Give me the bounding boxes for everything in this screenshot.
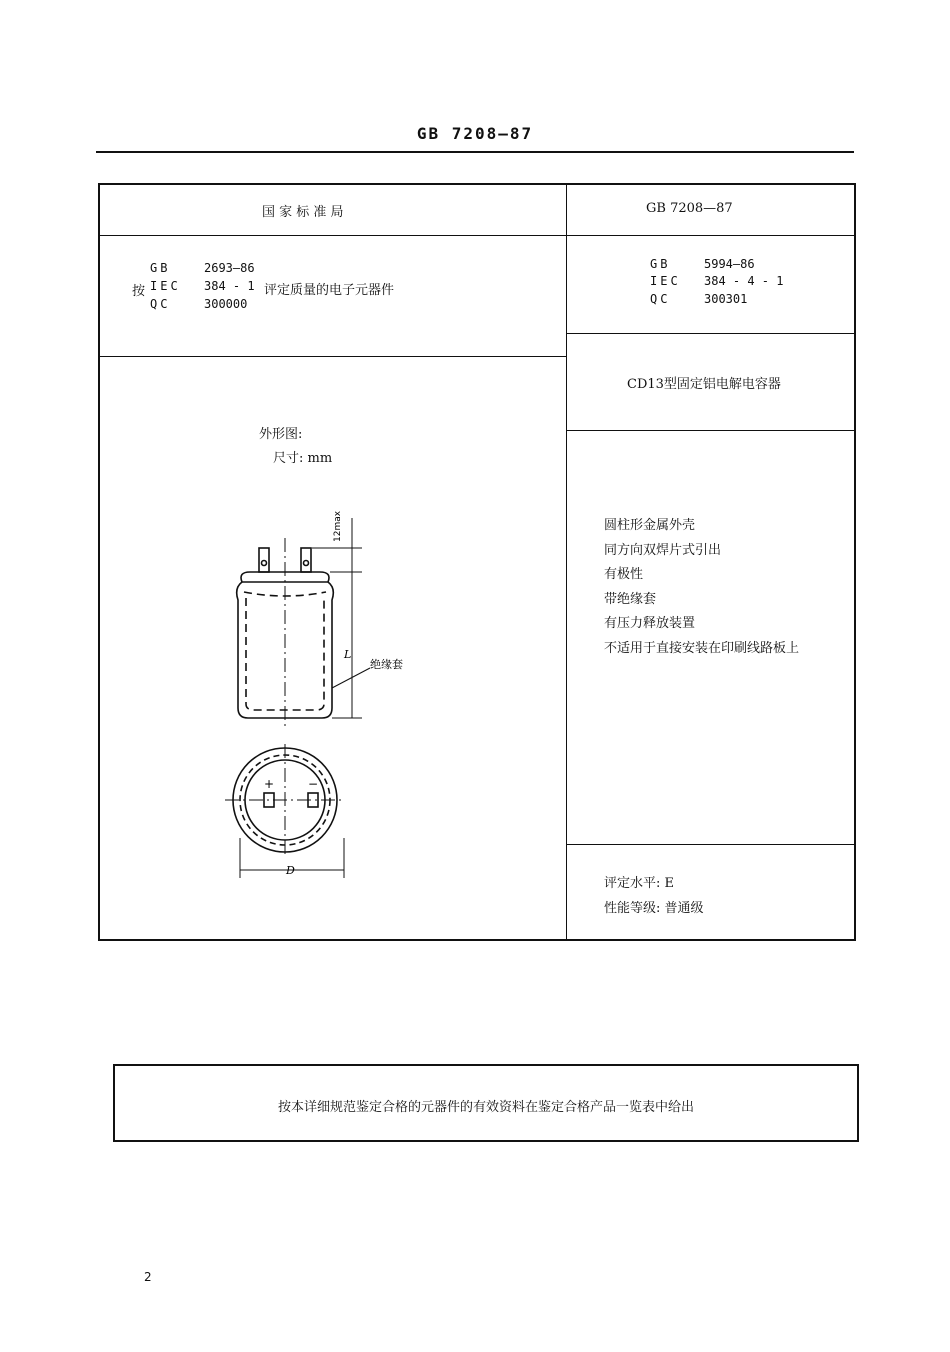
feature-item: 同方向双焊片式引出 — [604, 542, 722, 558]
row-divider — [566, 430, 856, 431]
reference-number: 384 - 1 — [204, 279, 255, 293]
minus-label: − — [308, 777, 319, 791]
reference-number: 2693—86 — [204, 261, 255, 275]
reference-code: GB — [650, 257, 671, 271]
right-reference-iec — [650, 274, 783, 288]
row-divider — [566, 235, 856, 236]
height-limit-label: 12max — [333, 510, 343, 542]
reference-number: 384 - 4 - 1 — [704, 274, 784, 288]
reference-code: IEC — [650, 274, 681, 288]
product-name: CD13型固定铝电解电容器 — [627, 377, 781, 392]
reference-code: QC — [650, 292, 671, 306]
performance-grade: 性能等级: 普通级 — [604, 901, 704, 916]
feature-list — [604, 514, 799, 661]
row-divider — [566, 333, 856, 334]
feature-item: 圆柱形金属外壳 — [604, 518, 696, 533]
reference-code: QC — [150, 297, 171, 311]
sleeve-label: 绝缘套 — [370, 658, 403, 671]
feature-item: 有压力释放装置 — [604, 616, 696, 631]
plus-label: + — [264, 777, 275, 791]
feature-item: 不适用于直接安装在印刷线路板上 — [604, 640, 800, 656]
header-rule — [96, 151, 854, 153]
row-divider — [566, 844, 856, 845]
reference-code: IEC — [150, 279, 181, 293]
feature-item: 有极性 — [604, 567, 644, 582]
left-reference-qc — [150, 297, 247, 311]
length-label: L — [344, 648, 352, 661]
according-prefix: 按 — [132, 284, 146, 299]
right-reference-qc — [650, 292, 747, 306]
reference-number: 300301 — [704, 292, 748, 306]
feature-item: 带绝缘套 — [604, 591, 657, 607]
standard-number: GB 7208—87 — [646, 201, 733, 216]
drawing-unit: 尺寸: mm — [273, 451, 333, 466]
diameter-label: D — [286, 864, 295, 877]
agency-name: 国 家 标 准 局 — [262, 205, 344, 220]
reference-description: 评定质量的电子元器件 — [264, 283, 395, 298]
reference-number: 300000 — [204, 297, 248, 311]
page-number: 2 — [144, 1270, 152, 1284]
left-reference-gb — [150, 261, 255, 275]
assessment-level: 评定水平: E — [604, 876, 675, 891]
column-divider — [566, 185, 567, 941]
capacitor-outline-drawing — [220, 508, 420, 888]
document-header-title: GB 7208—87 — [416, 124, 534, 143]
reference-code: GB — [150, 261, 171, 275]
footer-note: 按本详细规范鉴定合格的元器件的有效资料在鉴定合格产品一览表中给出 — [277, 1100, 694, 1115]
right-reference-gb — [650, 257, 755, 271]
reference-number: 5994—86 — [704, 257, 755, 271]
left-reference-iec — [150, 279, 255, 293]
row-divider — [100, 235, 566, 236]
row-divider — [100, 356, 566, 357]
drawing-title: 外形图: — [259, 427, 303, 442]
